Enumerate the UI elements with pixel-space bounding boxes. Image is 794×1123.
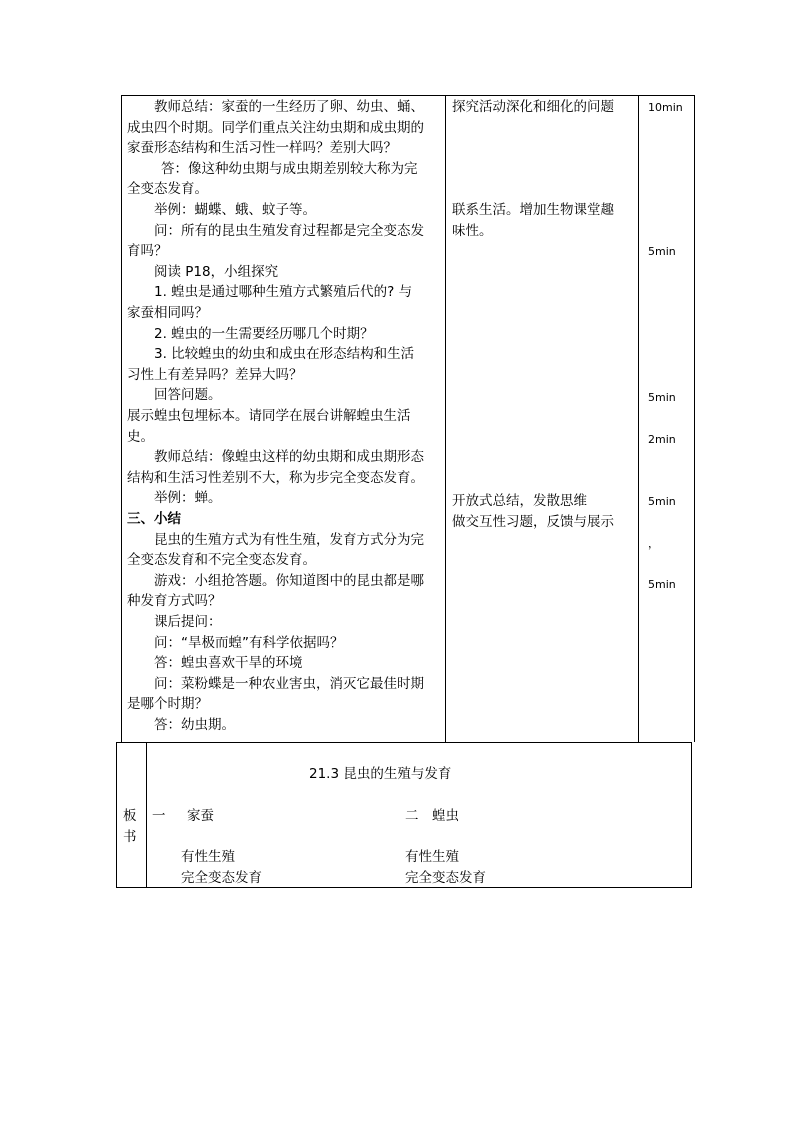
content-line: 家蚕形态结构和生活习性一样吗？差别大吗？ (127, 140, 397, 157)
intent-line: 开放式总结，发散思维 (452, 493, 587, 509)
section-heading-summary: 三、小结 (127, 511, 181, 527)
content-line: 3. 比较蝗虫的幼虫和成虫在形态结构和生活 (154, 346, 415, 363)
intent-line: 探究活动深化和细化的问题 (452, 99, 614, 115)
content-line: 全变态发育。 (127, 181, 208, 198)
content-line: 昆虫的生殖方式为有性生殖，发育方式分为完 (154, 531, 424, 548)
content-line: 问：“旱极而蝗”有科学依据吗？ (154, 634, 344, 651)
content-line: 举例：蝴蝶、蛾、蚊子等。 (154, 202, 316, 218)
table-left-border (121, 95, 122, 742)
intent-line: 做交互性习题，反馈与展示 (452, 514, 614, 530)
board-title: 21.3 昆虫的生殖与发育 (309, 766, 452, 782)
content-line: 举例：蝉。 (154, 490, 222, 507)
content-line: 阅读 P18，小组探究 (154, 263, 279, 280)
content-line: 课后提问： (154, 614, 222, 630)
board-label-1: 板 (123, 808, 137, 824)
content-line: 问：菜粉蝶是一种农业害虫，消灭它最佳时期 (154, 675, 424, 692)
content-line: 是哪个时期？ (127, 696, 208, 713)
time-value: 5min (648, 391, 676, 404)
table-top-border (121, 95, 695, 96)
content-line: 育吗？ (127, 243, 168, 260)
board-left-border (116, 742, 117, 888)
table-divider-2 (638, 95, 639, 742)
content-line: 答：蝗虫喜欢干旱的环境 (154, 655, 303, 672)
intent-line: 联系生活。增加生物课堂趣 (452, 202, 614, 218)
board-divider (146, 742, 147, 888)
table-divider-1 (445, 95, 446, 742)
board-left-line1: 有性生殖 (181, 849, 235, 865)
content-line: 问：所有的昆虫生殖发育过程都是完全变态发 (154, 222, 424, 239)
board-right-border (691, 742, 692, 888)
board-left-number: 一 (152, 808, 166, 824)
content-line: 习性上有差异吗？差异大吗？ (127, 366, 303, 383)
time-value: 10min (648, 101, 683, 114)
content-line: 游戏：小组抢答题。你知道图中的昆虫都是哪 (154, 572, 424, 589)
board-right-line2: 完全变态发育 (405, 870, 486, 886)
content-line: 史。 (127, 428, 154, 445)
content-line: 结构和生活习性差别不大，称为步完全变态发育。 (127, 469, 424, 486)
time-separator: ， (648, 537, 659, 550)
board-right-number: 二 (405, 808, 419, 824)
board-left-line2: 完全变态发育 (181, 870, 262, 886)
time-value: 5min (648, 578, 676, 591)
board-left-heading: 家蚕 (187, 808, 214, 824)
table-right-border (694, 95, 695, 742)
content-line: 教师总结：像蝗虫这样的幼虫期和成虫期形态 (154, 449, 424, 466)
board-top-border (116, 742, 692, 743)
time-value: 5min (648, 245, 676, 258)
content-line: 全变态发育和不完全变态发育。 (127, 552, 316, 569)
time-value: 2min (648, 433, 676, 446)
content-line: 2. 蝗虫的一生需要经历哪几个时期？ (154, 325, 374, 342)
content-line: 种发育方式吗？ (127, 593, 222, 610)
content-line: 答：像这种幼虫期与成虫期差别较大称为完 (161, 160, 418, 177)
content-line: 成虫四个时期。同学们重点关注幼虫期和成虫期的 (127, 119, 424, 136)
board-label-2: 书 (123, 829, 137, 845)
content-line: 家蚕相同吗？ (127, 305, 208, 321)
intent-line: 味性。 (452, 222, 493, 239)
content-line: 展示蝗虫包埋标本。请同学在展台讲解蝗虫生活 (127, 408, 411, 424)
board-right-heading: 蝗虫 (432, 808, 459, 824)
board-right-line1: 有性生殖 (405, 849, 459, 865)
content-line: 回答问题。 (154, 387, 222, 404)
content-line: 答：幼虫期。 (154, 717, 235, 733)
content-line: 1. 蝗虫是通过哪种生殖方式繁殖后代的? 与 (154, 284, 413, 301)
content-line: 教师总结：家蚕的一生经历了卵、幼虫、蛹、 (154, 99, 424, 115)
time-value: 5min (648, 495, 676, 508)
